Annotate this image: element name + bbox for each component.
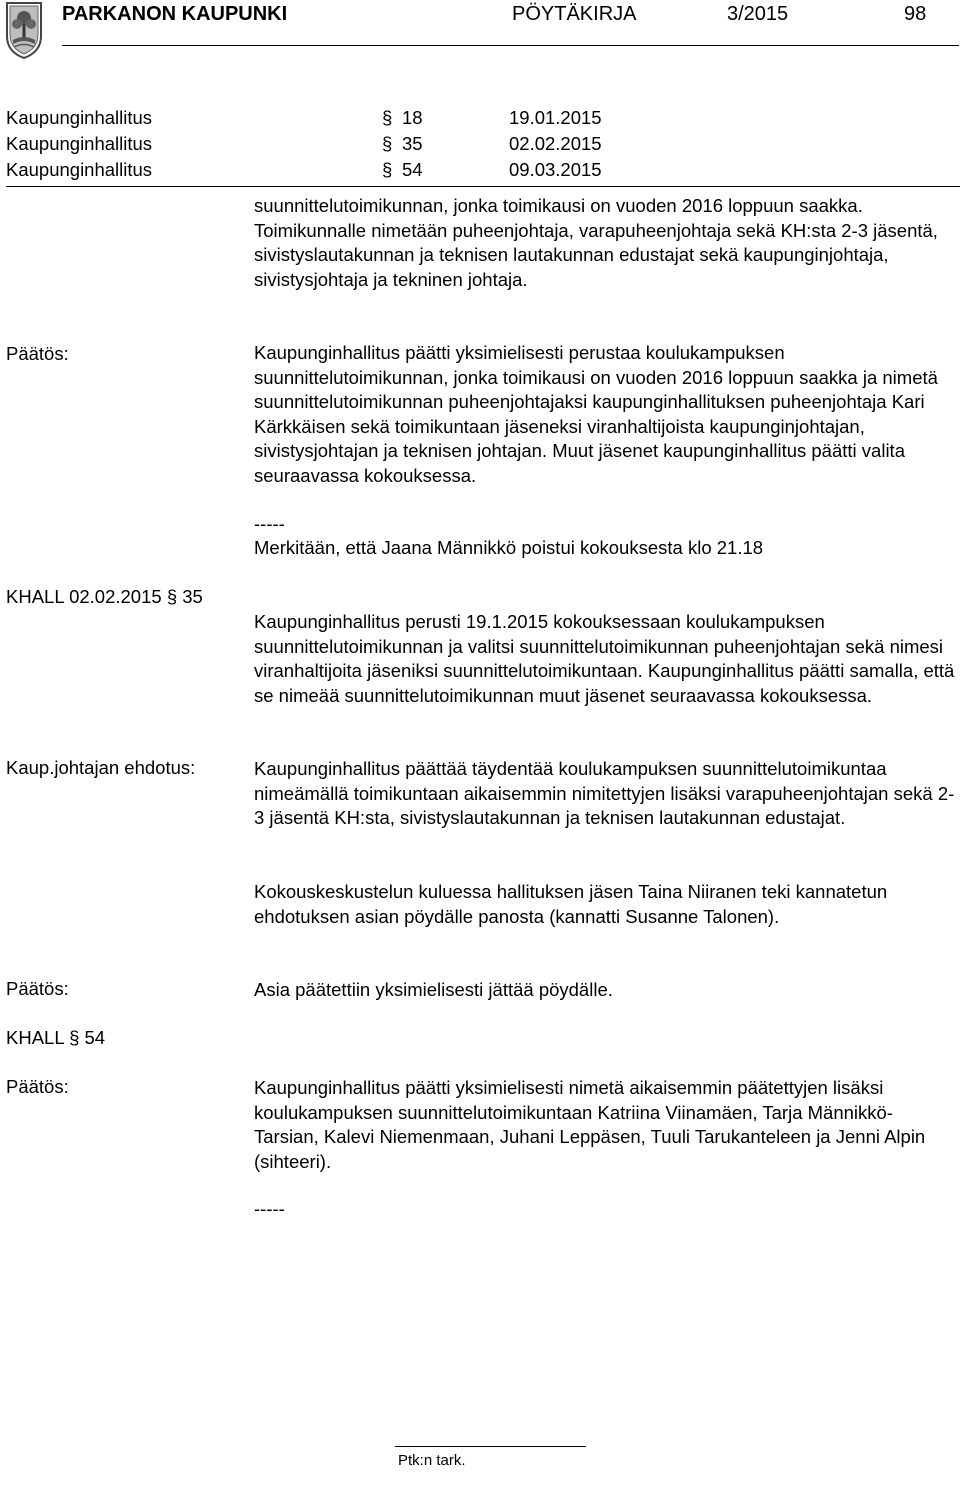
decision-label: Päätös:: [6, 978, 69, 999]
signature-line: [395, 1446, 586, 1447]
session-body: Kaupunginhallitus: [6, 107, 153, 128]
section-symbol: §: [69, 1027, 80, 1048]
background-text: Kaupunginhallitus perusti 19.1.2015 kokouksessaan koulukampuksen suunnittelutoimikunnan ja valitsi suunnittelutoimikunnan puheenjohtajan sekä nimesi viranhaltijoita jäseniksi suunnittelutoimikuntaan. Kaupunginhallitus päätti samalla, että se nimeää suunnittelutoimikunnan muut jäsenet seuraavassa kokouksessa.: [254, 611, 955, 706]
decision-text: Kaupunginhallitus päätti yksimielisesti nimetä aikaisemmin päätettyjen lisäksi koulukampuksen suunnittelutoimikuntaan Katriina Viinamäen, Tarja Männikkö-Tarsian, Kalevi Niemenmaan, Juhani Leppäsen, Tuuli Tarukanteleen ja Jenni Alpin (sihteeri).: [254, 1077, 926, 1172]
decision-text: Kaupunginhallitus päätti yksimielisesti perustaa koulukampuksen suunnittelutoimikunnan, jonka toimikausi on vuoden 2016 loppuun saakka ja nimetä suunnittelutoimikunnan puheenjohtajaksi kaupunginhallituksen puheenjohtaja Kari Kärkkäisen sekä toimikuntaan jäseneksi viranhaltijoista kaupunginjohtajan, sivistysjohtajan ja teknisen johtajan. Muut jäsenet kaupunginhallitus päätti valita seuraavassa kokouksessa.: [254, 342, 938, 486]
organization-name: PARKANON KAUPUNKI: [62, 3, 288, 25]
session-divider: [6, 186, 960, 187]
document-type: PÖYTÄKIRJA: [512, 3, 637, 25]
session-number: 18: [402, 107, 423, 128]
section-heading-prefix: KHALL: [6, 1027, 64, 1048]
intro-paragraph: suunnittelutoimikunnan, jonka toimikausi on vuoden 2016 loppuun saakka. Toimikunnalle nimetään puheenjohtaja, varapuheenjohtaja sekä KH:sta 2-3 jäsentä, sivistyslautakunnan ja teknisen lautakunnan edustajat sekä kaupunginjohtaja, sivistysjohtaja ja tekninen johtaja.: [254, 195, 938, 290]
session-date: 02.02.2015: [509, 133, 602, 154]
section-heading-khall-35: [6, 586, 203, 608]
proposal-label: Kaup.johtajan ehdotus:: [6, 757, 196, 778]
document-number: 3/2015: [727, 3, 789, 25]
session-number: 35: [402, 133, 423, 154]
section-heading-khall-54: [6, 1027, 105, 1049]
proposal-text: Kaupunginhallitus päättää täydentää koulukampuksen suunnittelutoimikuntaa nimeämällä toimikuntaan aikaisemmin nimitettyjen lisäksi varapuheenjohtajan sekä 2-3 jäsentä KH:sta, sivistyslautakunnan ja teknisen lautakunnan edustajat.: [254, 758, 955, 828]
section-number: 54: [84, 1027, 106, 1048]
section-symbol: §: [382, 159, 393, 180]
note-text: Merkitään, että Jaana Männikkö poistui kokouksesta klo 21.18: [254, 537, 764, 558]
session-number: 54: [402, 159, 423, 180]
session-date: 09.03.2015: [509, 159, 602, 180]
decision-text: Asia päätettiin yksimielisesti jättää pöydälle.: [254, 979, 613, 1000]
footer-label: Ptk:n tark.: [398, 1452, 466, 1469]
separator: -----: [254, 1198, 285, 1219]
decision-label: Päätös:: [6, 1076, 69, 1097]
section-symbol: §: [382, 133, 393, 154]
section-symbol: §: [382, 107, 393, 128]
separator: -----: [254, 513, 285, 534]
discussion-text: Kokouskeskustelun kuluessa hallituksen jäsen Taina Niiranen teki kannatetun ehdotuksen asian pöydälle panosta (kannatti Susanne Talonen).: [254, 881, 888, 927]
coat-of-arms-icon: [4, 0, 44, 60]
header-divider: [62, 45, 959, 46]
session-body: Kaupunginhallitus: [6, 159, 153, 180]
session-body: Kaupunginhallitus: [6, 133, 153, 154]
section-heading-prefix: KHALL 02.02.2015: [6, 586, 162, 607]
section-number: 35: [182, 586, 203, 607]
page-number: 98: [904, 3, 927, 25]
decision-label: Päätös:: [6, 343, 69, 364]
section-symbol: §: [166, 586, 178, 607]
session-date: 19.01.2015: [509, 107, 602, 128]
